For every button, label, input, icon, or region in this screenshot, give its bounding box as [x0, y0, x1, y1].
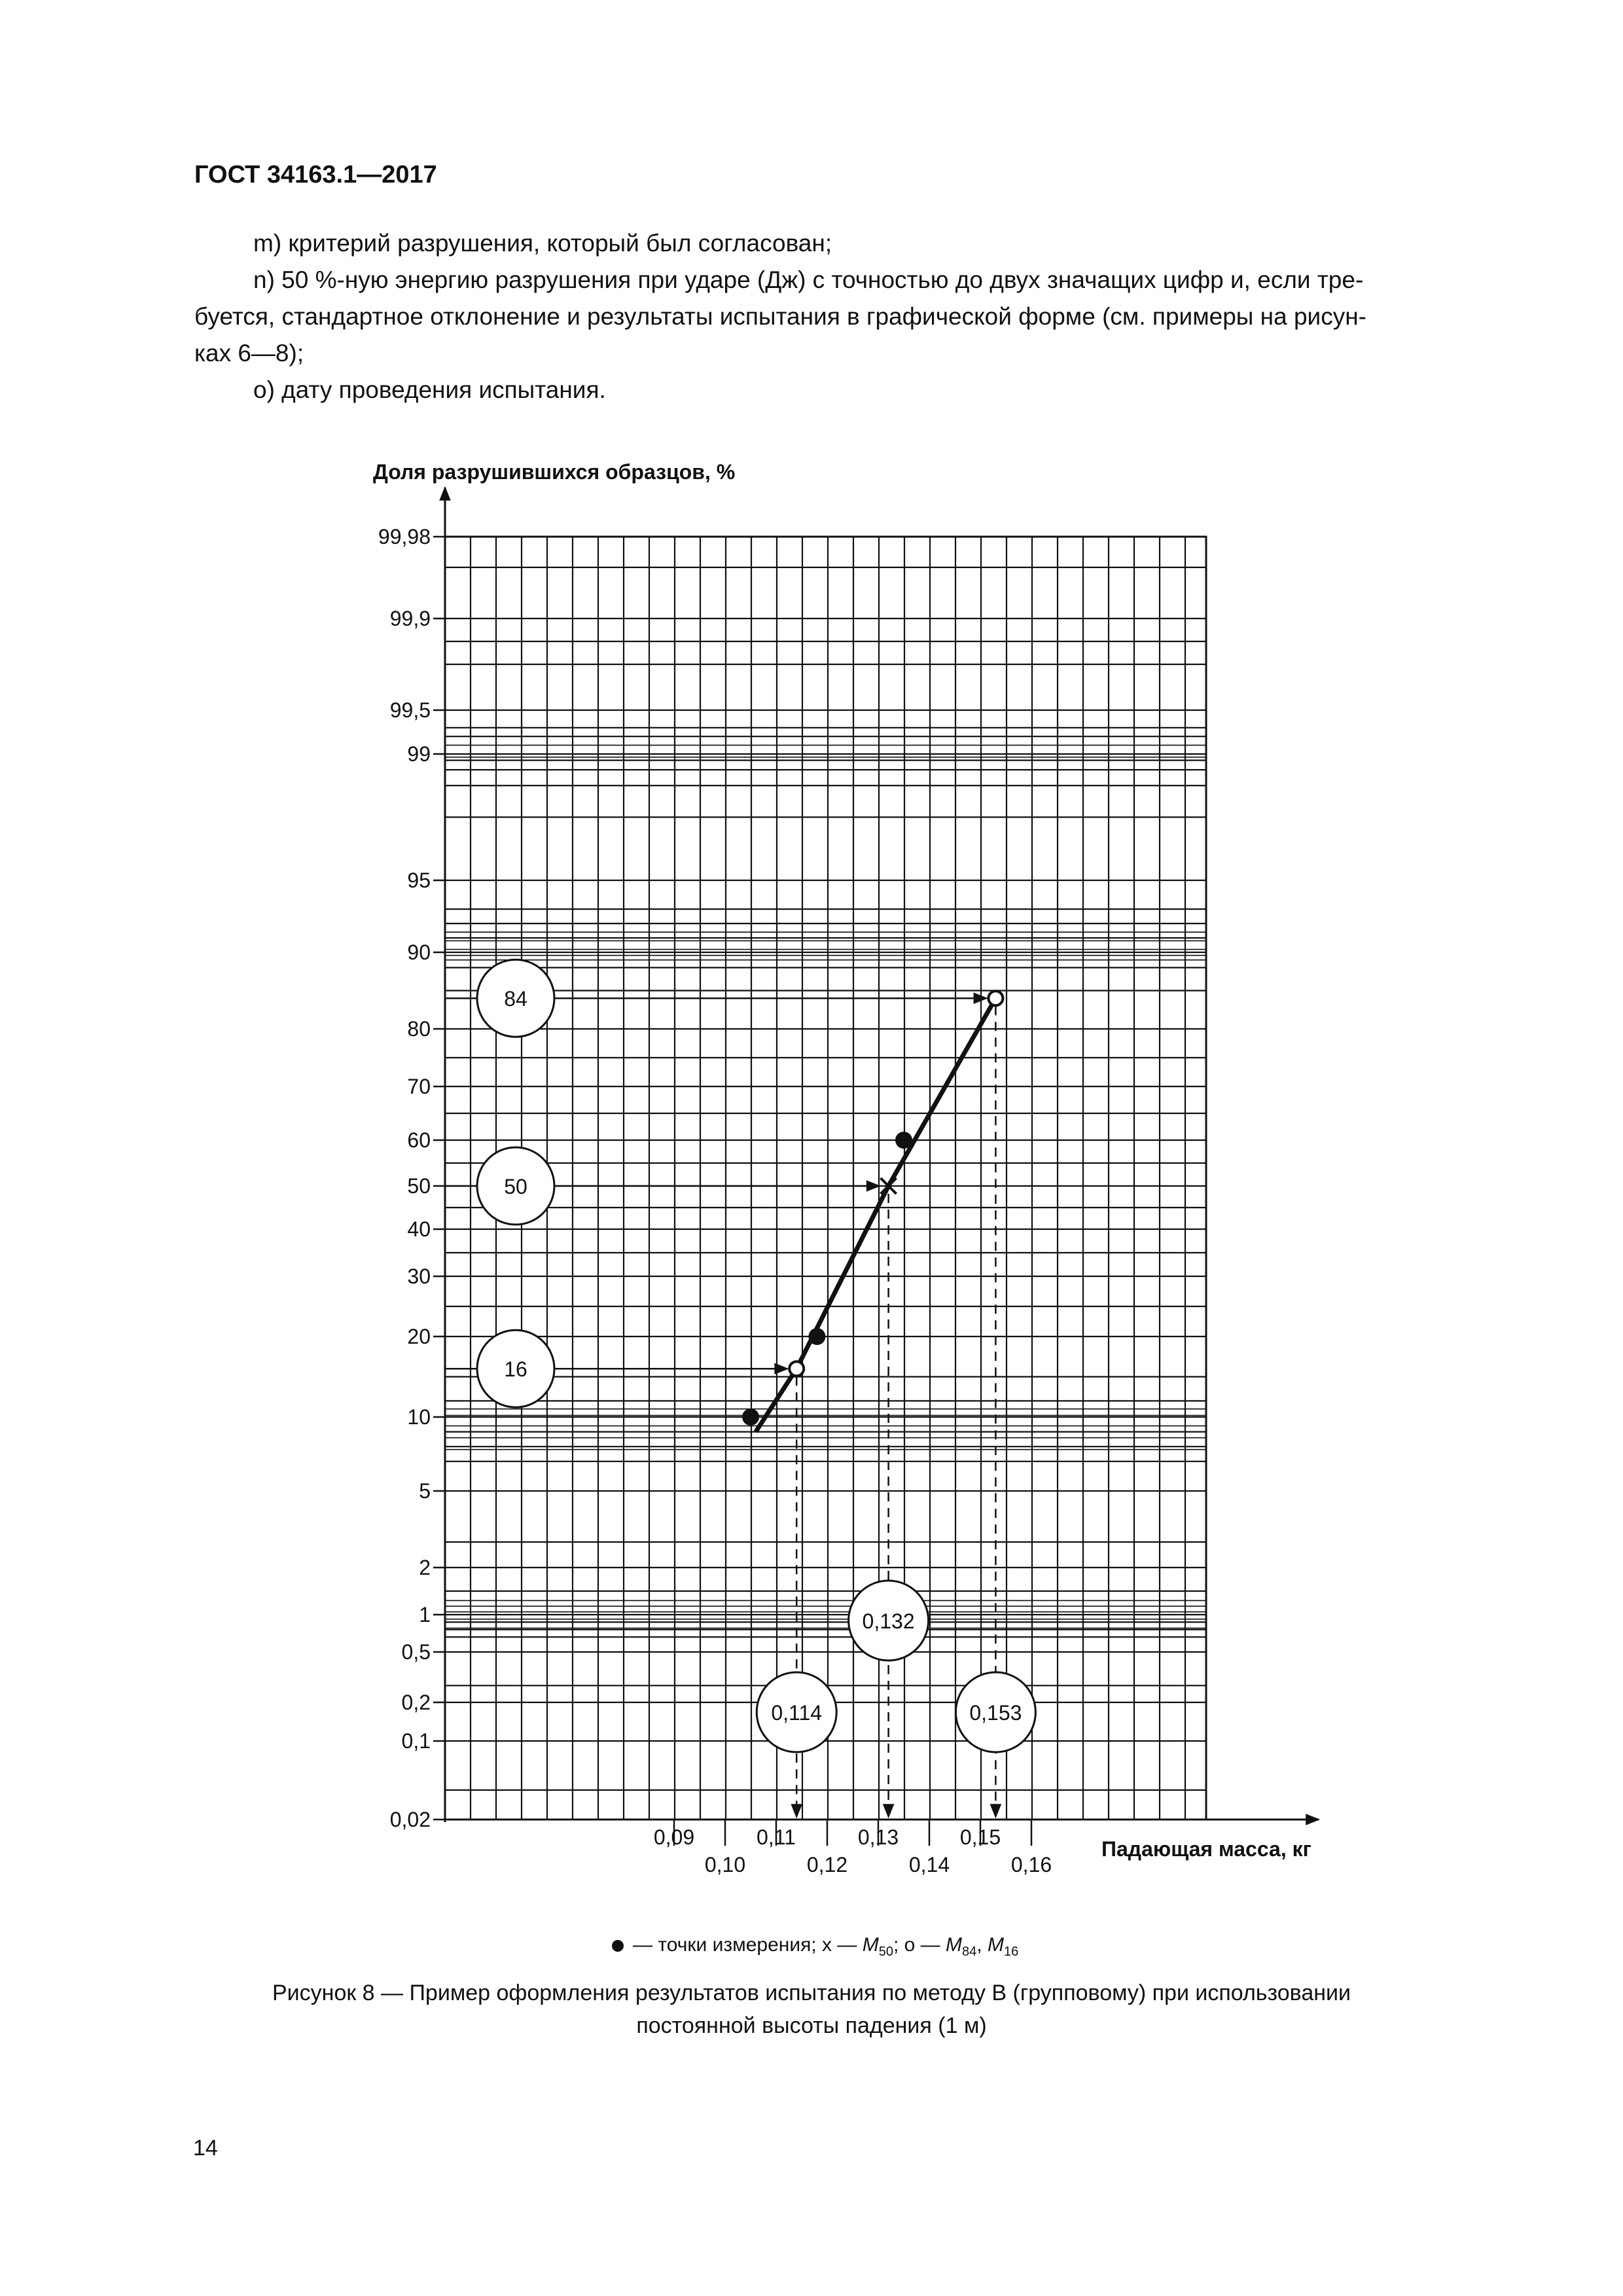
- x-tick-label-upper: 0,13: [857, 1825, 899, 1849]
- x-tick-label-lower: 0,14: [908, 1853, 950, 1876]
- circle-label-0132: 0,132: [862, 1609, 915, 1633]
- x-tick-label-upper: 0,15: [959, 1825, 1001, 1849]
- y-tick-label: 99,98: [378, 525, 431, 548]
- x-tick-label-lower: 0,12: [806, 1853, 848, 1876]
- item-o: o) дату проведения испытания.: [253, 376, 606, 403]
- plot-frame: [445, 537, 1206, 1820]
- y-tick-label: 0,02: [389, 1808, 431, 1831]
- y-tick-label: 99: [407, 742, 431, 766]
- legend-m50-sub: 50: [878, 1945, 893, 1959]
- y-tick-label: 1: [419, 1603, 431, 1626]
- legend-m50: M: [862, 1934, 879, 1956]
- legend-m16: M: [987, 1934, 1004, 1956]
- x-tick-label-upper: 0,09: [653, 1825, 695, 1849]
- x-tick-label-upper: 0,11: [757, 1825, 796, 1849]
- y-tick-label: 50: [407, 1174, 431, 1198]
- open-marker-m84: [988, 991, 1003, 1005]
- y-tick-label: 70: [407, 1075, 431, 1098]
- y-tick-label: 30: [407, 1265, 431, 1288]
- y-tick-label: 0,2: [401, 1691, 431, 1714]
- y-tick-label: 0,1: [401, 1729, 431, 1753]
- y-tick-label: 99,9: [389, 607, 431, 630]
- legend-m16-sub: 16: [1003, 1945, 1019, 1959]
- guide-lines: [445, 998, 995, 1817]
- item-n-line1: n) 50 %-ную энергию разрушения при ударе (Дж) с точностью до двух значащих цифр и, если тре-: [253, 266, 1364, 293]
- y-tick-label: 0,5: [401, 1640, 431, 1664]
- y-tick-label: 95: [407, 869, 431, 892]
- item-n-line3: ках 6—8);: [194, 340, 304, 367]
- circle-label-0114: 0,114: [771, 1701, 823, 1725]
- x-tick-label-lower: 0,10: [704, 1853, 746, 1876]
- y-tick-label: 2: [419, 1556, 431, 1579]
- circle-label-84: 84: [504, 987, 527, 1011]
- y-tick-label: 60: [407, 1128, 431, 1152]
- y-tick-label: 90: [407, 941, 431, 964]
- item-n-line2: буется, стандартное отклонение и результаты испытания в графической форме (см. примеры на рисун-: [194, 303, 1366, 330]
- chart-grid: [445, 537, 1206, 1820]
- y-tick-label: 20: [407, 1325, 431, 1348]
- figure-caption-line2: постоянной высоты падения (1 м): [636, 2013, 987, 2038]
- x-tick-label-lower: 0,16: [1010, 1853, 1052, 1876]
- x-tick-labels: [654, 1820, 1052, 1876]
- legend-sep2: ,: [976, 1934, 982, 1956]
- measured-point-legend-icon: [612, 1940, 624, 1952]
- y-tick-label: 10: [407, 1405, 431, 1429]
- circle-label-50: 50: [504, 1175, 527, 1198]
- measured-point: [808, 1328, 825, 1345]
- figure-caption-line1: Рисунок 8 — Пример оформления результатов испытания по методу В (групповому) при использовании: [272, 1981, 1351, 2005]
- y-tick-labels: [378, 525, 445, 1831]
- circle-label-16: 16: [504, 1357, 527, 1382]
- legend-m84: M: [946, 1934, 963, 1956]
- document-header: ГОСТ 34163.1—2017: [194, 161, 437, 188]
- y-tick-label: 80: [407, 1017, 431, 1041]
- chart-legend: [612, 1934, 1018, 1960]
- legend-sep1: ; o —: [893, 1934, 940, 1956]
- legend-m84-sub: 84: [962, 1945, 977, 1959]
- legend-points-text: — точки измерения; x —: [633, 1934, 857, 1956]
- circle-label-0153: 0,153: [969, 1701, 1022, 1725]
- y-tick-label: 99,5: [389, 698, 431, 722]
- open-marker-m16: [789, 1361, 804, 1376]
- page-number: 14: [193, 2136, 218, 2161]
- x-axis-label: Падающая масса, кг: [1101, 1837, 1311, 1861]
- y-tick-label: 5: [419, 1479, 431, 1503]
- y-tick-label: 40: [407, 1217, 431, 1241]
- measured-point: [895, 1132, 912, 1149]
- y-axis-label: Доля разрушившихся образцов, %: [373, 460, 736, 484]
- item-m: m) критерий разрушения, который был согласован;: [253, 230, 832, 257]
- measured-point: [742, 1408, 759, 1426]
